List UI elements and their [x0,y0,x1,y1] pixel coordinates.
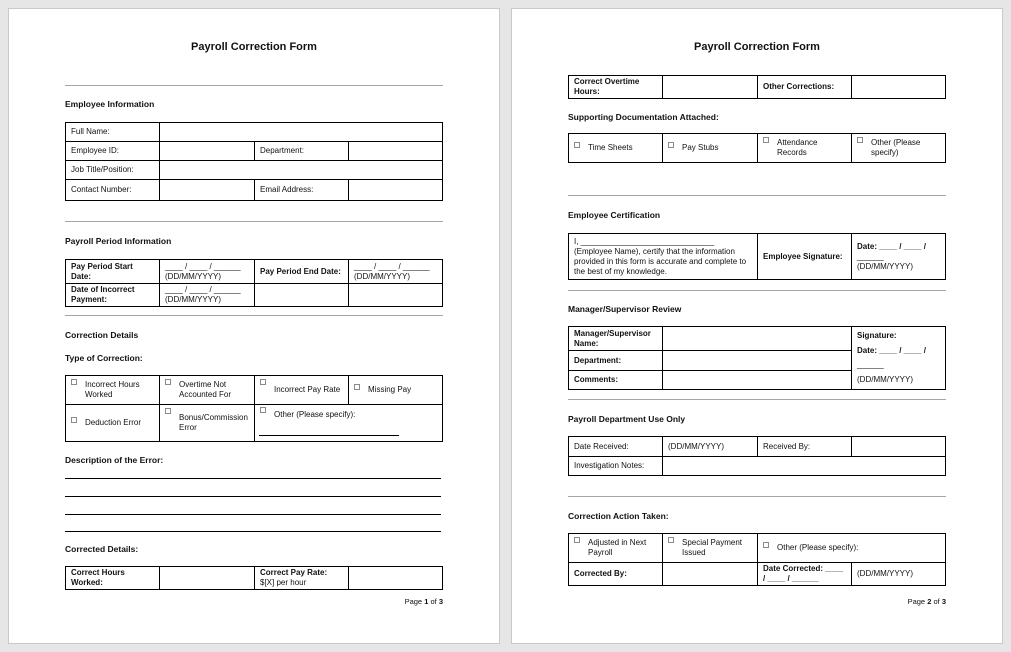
checkbox[interactable] [857,137,863,143]
date-label: Date: ____ / ____ / [857,345,926,355]
option-label: Missing Pay [368,385,412,394]
option-label: Adjusted in Next Payroll [588,538,647,557]
divider [568,290,946,291]
option-deduction-error[interactable] [65,404,160,442]
checkbox[interactable] [574,142,580,148]
checkbox[interactable] [763,542,769,548]
empty-cell [348,566,443,590]
option-bonus-commission[interactable] [159,404,255,442]
investigation-notes-field[interactable] [662,456,946,476]
page-prefix: Page [907,597,926,606]
contact-number-field[interactable] [159,179,255,201]
investigation-notes-label: Investigation Notes: [568,456,663,476]
doc-option-other[interactable] [851,133,946,163]
other-specify-line[interactable] [259,435,399,436]
page-current: 1 [424,597,429,606]
date-received-field[interactable]: (DD/MM/YYYY) [662,436,758,457]
form-title: Payroll Correction Form [191,41,317,53]
option-missing-pay[interactable] [348,375,443,405]
manager-name-label: Manager/Supervisor Name: [568,326,663,351]
page-total: 3 [438,597,443,606]
checkbox[interactable] [71,379,77,385]
divider [65,85,443,86]
correct-hours-field[interactable] [159,566,255,590]
incorrect-payment-date-field[interactable] [159,283,255,307]
date-format-hint: (DD/MM/YYYY) [165,271,221,281]
page-current: 2 [927,597,932,606]
divider [568,195,946,196]
date-blank: ____ / ____ / ______ [165,261,241,271]
page-prefix: Page [404,597,423,606]
option-overtime[interactable] [159,375,255,405]
page-2 [511,8,1003,644]
department-field[interactable] [348,141,443,161]
page-1 [8,8,500,644]
action-option-special-payment[interactable] [662,533,758,563]
corrected-by-field[interactable] [662,562,758,586]
manager-department-field[interactable] [662,350,852,371]
form-title: Payroll Correction Form [694,41,820,53]
full-name-label: Full Name: [65,122,160,142]
doc-option-pay-stubs[interactable] [662,133,758,163]
manager-department-label: Department: [568,350,663,371]
date-corrected-field[interactable]: (DD/MM/YYYY) [851,562,946,586]
option-label: Other (Please specify): [777,543,859,552]
checkbox[interactable] [165,379,171,385]
option-label: Attendance Records [777,138,818,157]
option-label: Pay Stubs [682,143,719,152]
page-number [908,597,946,606]
job-title-field[interactable] [159,160,443,180]
contact-number-label: Contact Number: [65,179,160,201]
action-taken-heading: Correction Action Taken: [568,511,669,521]
correct-hours-label: Correct Hours Worked: [65,566,160,590]
checkbox[interactable] [574,537,580,543]
correct-pay-rate-value[interactable]: $[X] per hour [260,578,307,587]
checkbox[interactable] [260,379,266,385]
option-label: Incorrect Hours Worked [85,380,140,399]
description-line[interactable] [65,478,441,479]
action-option-other[interactable] [757,533,946,563]
option-label: Special Payment Issued [682,538,743,557]
checkbox[interactable] [354,384,360,390]
description-line[interactable] [65,531,441,532]
date-blank: ______ [857,251,884,261]
manager-signature-date-field[interactable] [851,326,946,390]
checkbox[interactable] [260,407,266,413]
option-incorrect-pay-rate[interactable] [254,375,349,405]
checkbox[interactable] [763,137,769,143]
date-label: Date: ____ / ____ / [857,241,926,251]
employee-id-field[interactable] [159,141,255,161]
divider [568,399,946,400]
correct-pay-rate-cell [254,566,349,590]
description-heading: Description of the Error: [65,455,164,465]
manager-comments-field[interactable] [662,370,852,390]
manager-comments-label: Comments: [568,370,663,390]
department-label: Department: [254,141,349,161]
section-heading-correction-details: Correction Details [65,330,139,340]
job-title-label: Job Title/Position: [65,160,160,180]
manager-name-field[interactable] [662,326,852,351]
certification-heading: Employee Certification [568,210,661,220]
certification-date-field[interactable] [851,233,946,280]
page-of: of [430,597,437,606]
other-corrections-label: Other Corrections: [757,75,852,99]
pay-period-start-label: Pay Period Start Date: [65,259,160,284]
option-label: Overtime Not Accounted For [179,380,232,399]
payroll-use-heading: Payroll Department Use Only [568,414,686,424]
date-blank: ______ [857,360,884,370]
pay-period-start-field[interactable] [159,259,255,284]
date-format-hint: (DD/MM/YYYY) [354,271,410,281]
date-received-label: Date Received: [568,436,663,457]
received-by-label: Received By: [757,436,852,457]
section-heading-pay-period: Payroll Period Information [65,236,172,246]
description-line[interactable] [65,496,441,497]
certification-text: (Employee Name), certify that the information provided in this form is accurate and complete to the best of my knowledge. [574,246,747,276]
date-corrected-label: Date Corrected: ____ / ____ / ______ [757,562,852,586]
action-option-next-payroll[interactable] [568,533,663,563]
manager-review-heading: Manager/Supervisor Review [568,304,682,314]
received-by-field[interactable] [851,436,946,457]
corrected-by-label: Corrected By: [568,562,663,586]
correct-overtime-field[interactable] [662,75,758,99]
employee-id-label: Employee ID: [65,141,160,161]
divider [65,315,443,316]
page-number [405,597,443,606]
email-field[interactable] [348,179,443,201]
doc-option-time-sheets[interactable] [568,133,663,163]
page-total: 3 [941,597,946,606]
incorrect-payment-date-label: Date of Incorrect Payment: [65,283,160,307]
full-name-field[interactable] [159,122,443,142]
date-format-hint: (DD/MM/YYYY) [857,261,913,271]
option-label: Other (Please specify) [871,138,921,157]
date-format-hint: (DD/MM/YYYY) [165,295,221,304]
signature-label: Signature: [857,331,897,341]
checkbox[interactable] [668,537,674,543]
empty-cell [348,283,443,307]
employee-name-line: I, ______________________________ [574,236,715,246]
pay-period-end-label: Pay Period End Date: [254,259,349,284]
date-blank: ____ / ____ / ______ [165,285,241,294]
type-of-correction-heading: Type of Correction: [65,353,143,363]
date-blank: ____ / ____ / ______ [354,261,430,271]
correct-pay-rate-label: Correct Pay Rate: [260,568,328,577]
option-label: Time Sheets [588,143,633,152]
supporting-docs-heading: Supporting Documentation Attached: [568,112,719,122]
option-label: Other (Please specify): [274,410,356,419]
option-label: Deduction Error [85,418,142,427]
divider [65,221,443,222]
section-heading-employee-info: Employee Information [65,99,155,109]
date-format-hint: (DD/MM/YYYY) [857,374,913,384]
option-label: Bonus/Commission Error [179,413,248,432]
corrected-details-heading: Corrected Details: [65,544,139,554]
certification-statement[interactable] [568,233,758,280]
empty-cell [254,283,349,307]
divider [568,496,946,497]
correct-overtime-label: Correct Overtime Hours: [568,75,663,99]
doc-option-attendance[interactable] [757,133,852,163]
option-label: Incorrect Pay Rate [274,385,341,394]
checkbox[interactable] [165,408,171,414]
checkbox[interactable] [71,417,77,423]
option-incorrect-hours[interactable] [65,375,160,405]
email-label: Email Address: [254,179,349,201]
other-corrections-field[interactable] [851,75,946,99]
description-line[interactable] [65,514,441,515]
page-of: of [933,597,940,606]
checkbox[interactable] [668,142,674,148]
pay-period-end-field[interactable] [348,259,443,284]
option-other[interactable] [254,404,443,442]
employee-signature-label: Employee Signature: [757,233,852,280]
